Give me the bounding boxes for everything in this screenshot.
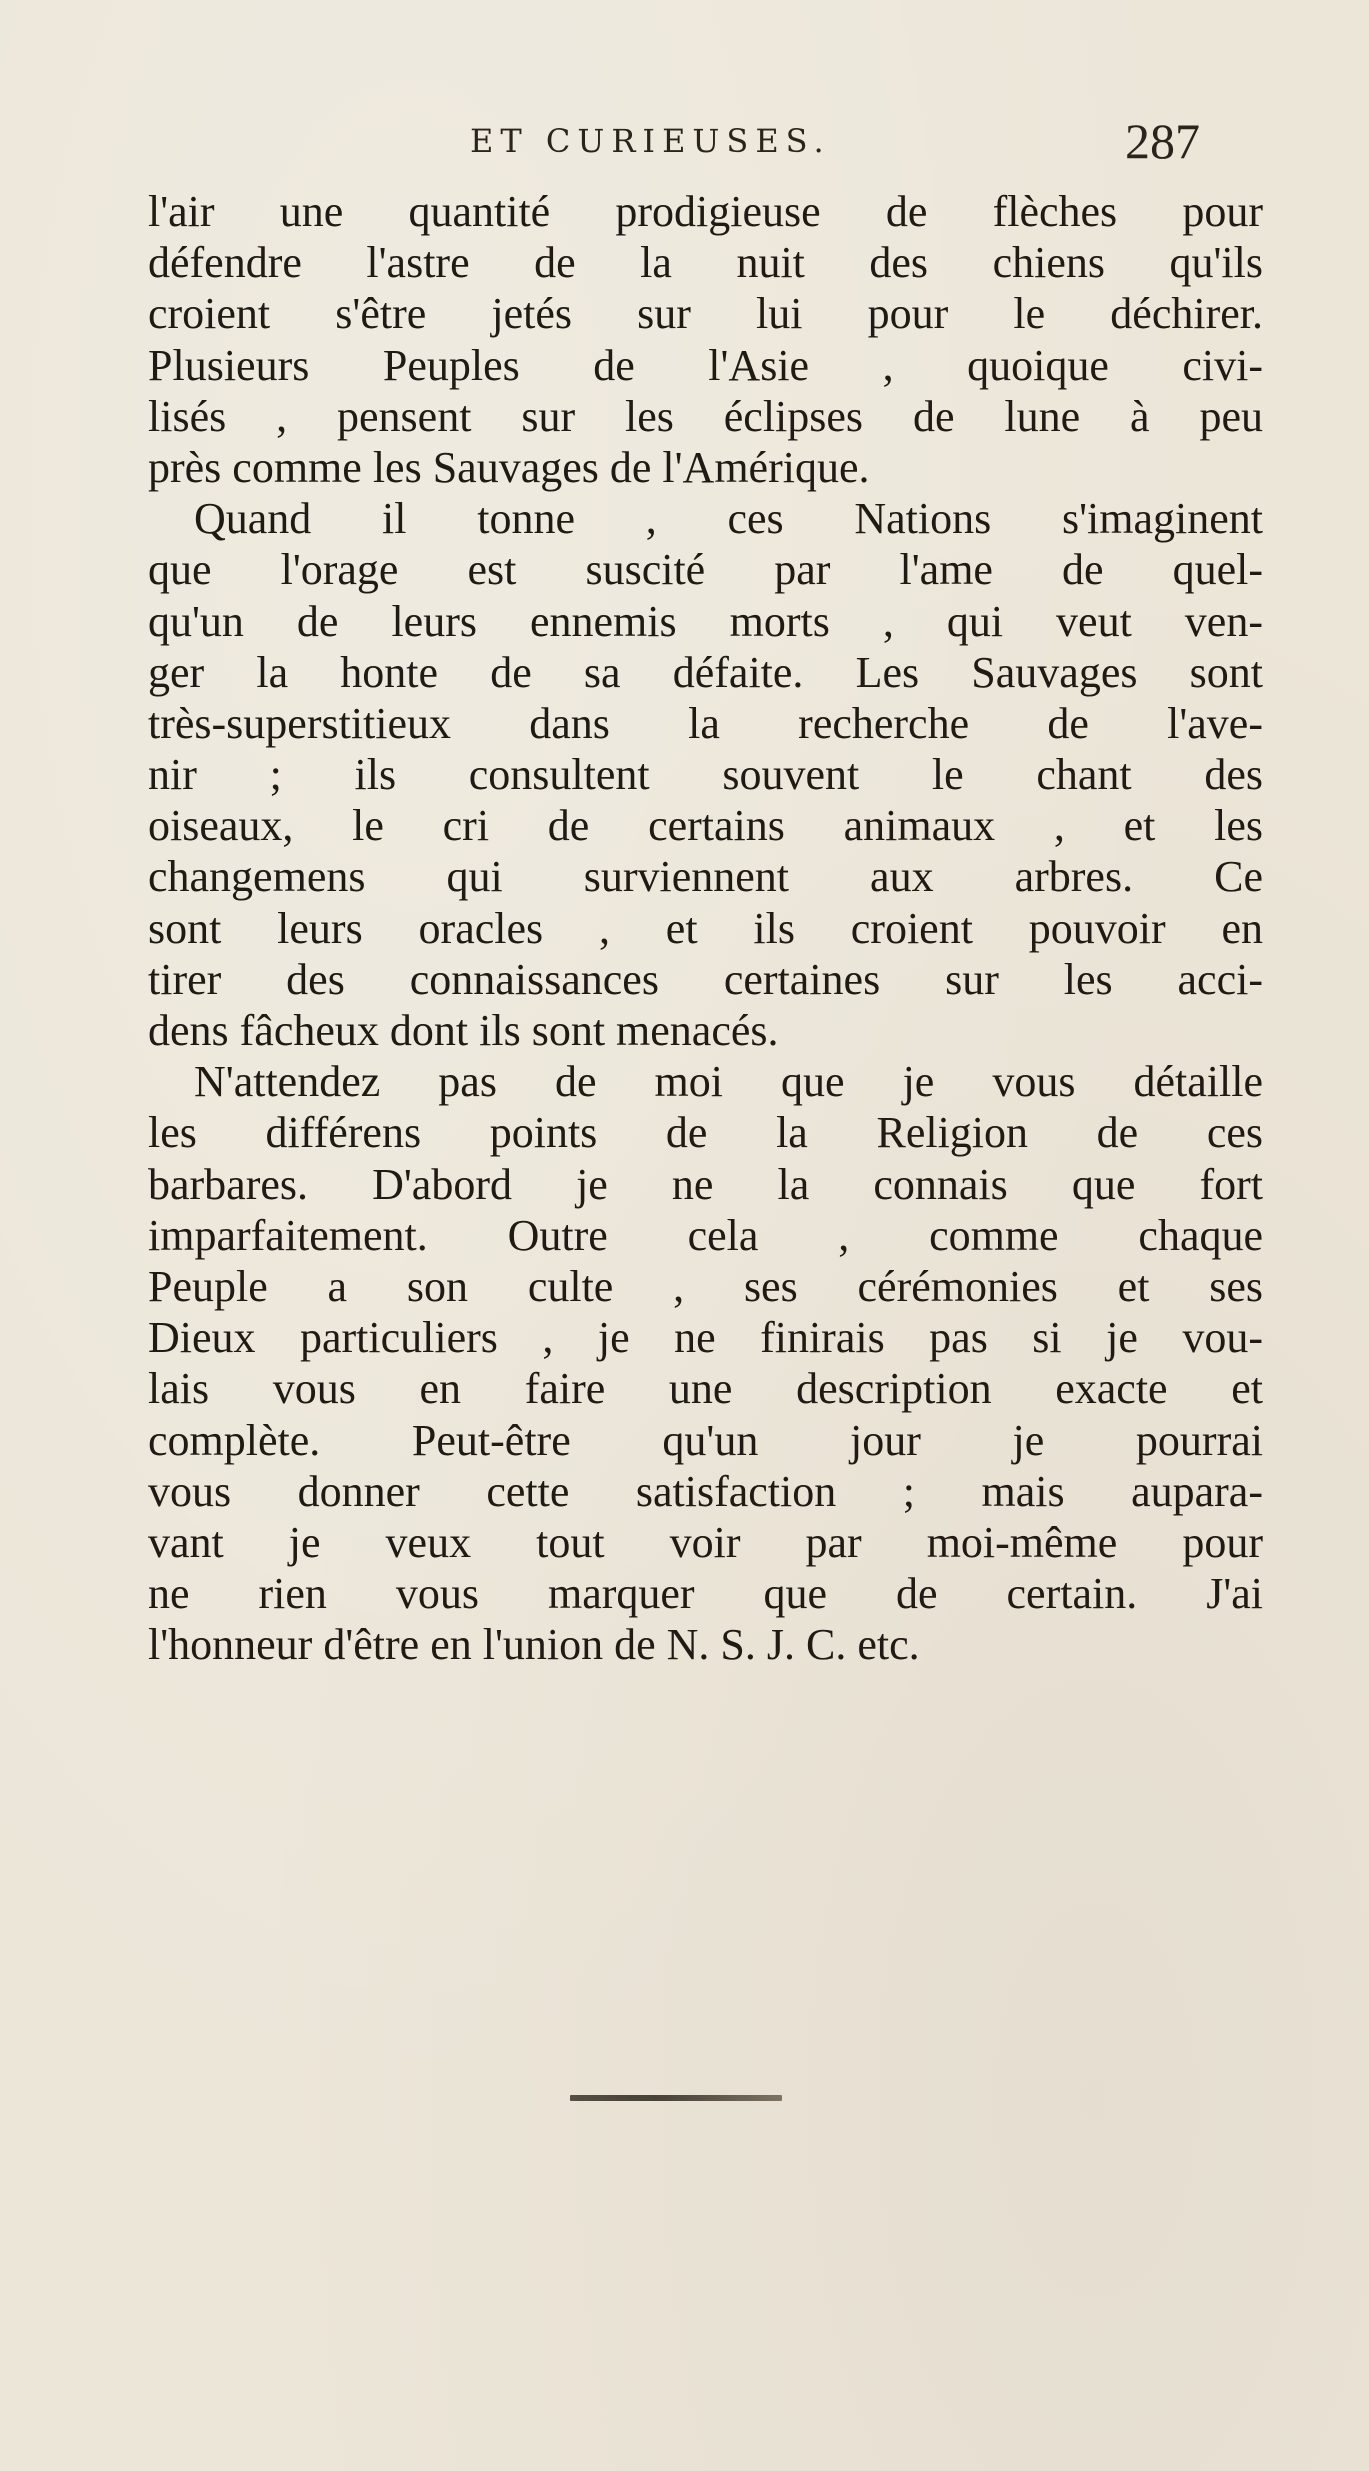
text-line: Peuple a son culte , ses cérémonies et ses xyxy=(148,1261,1263,1311)
text-line: complète. Peut-être qu'un jour je pourrai xyxy=(148,1415,1263,1465)
paragraph-end-line: dens fâcheux dont ils sont menacés. xyxy=(148,1006,779,1055)
text-line: ne rien vous marquer que de certain. J'ai xyxy=(148,1569,1263,1619)
text-line: l'air une quantité prodigieuse de flèches pour xyxy=(148,187,1263,236)
text-line: oiseaux, le cri de certains animaux , et les xyxy=(148,801,1263,851)
paragraph-start-line: N'attendez pas de moi que je vous détaille xyxy=(194,1057,1263,1107)
text-line: imparfaitement. Outre cela , comme chaque xyxy=(148,1210,1263,1260)
text-line: barbares. D'abord je ne la connais que fort xyxy=(148,1159,1263,1209)
text-line: que l'orage est suscité par l'ame de quel- xyxy=(148,545,1263,595)
text-line: nir ; ils consultent souvent le chant des xyxy=(148,750,1263,800)
text-line: défendre l'astre de la nuit des chiens qu'ils xyxy=(148,238,1263,288)
text-line: tirer des connaissances certaines sur les acci- xyxy=(148,954,1263,1004)
running-title: ET CURIEUSES. xyxy=(470,122,831,160)
text-line: sont leurs oracles , et ils croient pouvoir en xyxy=(148,903,1263,953)
text-line: lais vous en faire une description exacte et xyxy=(148,1364,1263,1414)
text-line: lisés , pensent sur les éclipses de lune à peu xyxy=(148,391,1263,441)
closing-line: l'honneur d'être en l'union de N. S. J. C. etc. xyxy=(148,1620,920,1670)
text-line: croient s'être jetés sur lui pour le déchirer. xyxy=(148,289,1263,339)
page-header xyxy=(0,113,1369,188)
text-line: Dieux particuliers , je ne finirais pas si je vou- xyxy=(148,1313,1263,1363)
text-line: Plusieurs Peuples de l'Asie , quoique civi- xyxy=(148,340,1263,390)
text-line: changemens qui surviennent aux arbres. Ce xyxy=(148,852,1263,902)
body-text xyxy=(148,186,1263,1670)
end-ornament-rule xyxy=(570,2095,782,2101)
page-number: 287 xyxy=(1125,113,1200,169)
text-line: vant je veux tout voir par moi-même pour xyxy=(148,1517,1263,1567)
text-line: les différens points de la Religion de ces xyxy=(148,1108,1263,1158)
text-line: très-superstitieux dans la recherche de l'ave- xyxy=(148,698,1263,748)
paragraph-end-line: près comme les Sauvages de l'Amérique. xyxy=(148,442,870,492)
text-line: vous donner cette satisfaction ; mais aupara- xyxy=(148,1466,1263,1516)
paragraph-start-line: Quand il tonne , ces Nations s'imaginent xyxy=(194,494,1263,544)
text-line: ger la honte de sa défaite. Les Sauvages sont xyxy=(148,647,1263,697)
text-line: qu'un de leurs ennemis morts , qui veut ven- xyxy=(148,596,1263,646)
